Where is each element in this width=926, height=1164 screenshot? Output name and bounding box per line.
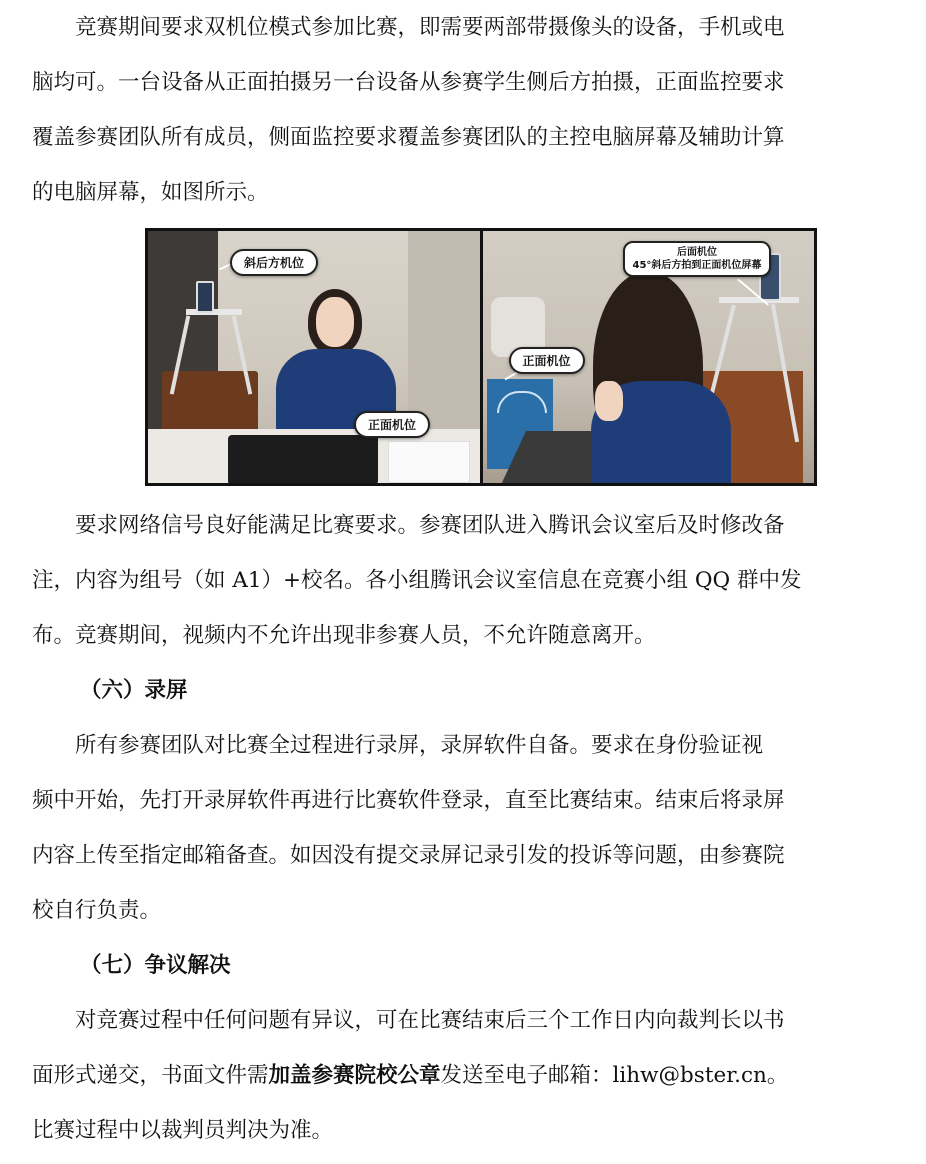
text-line: 对竞赛过程中任何问题有异议，可在比赛结束后三个工作日内向裁判长以书 — [32, 1008, 785, 1033]
text-line: 覆盖参赛团队所有成员，侧面监控要求覆盖参赛团队的主控电脑屏幕及辅助计算 — [32, 125, 785, 150]
text-line: 所有参赛团队对比赛全过程进行录屏，录屏软件自备。要求在身份验证视 — [32, 733, 764, 758]
text-line: 竞赛期间要求双机位模式参加比赛，即需要两部带摄像头的设备，手机或电 — [32, 15, 785, 40]
rear-camera-label: 斜后方机位 — [230, 249, 318, 276]
rear-camera-label — [623, 241, 772, 277]
text-line: 布。竞赛期间，视频内不允许出现非参赛人员，不允许随意离开。 — [32, 623, 656, 648]
section-heading-dispute: （七）争议解决 — [80, 953, 231, 978]
front-camera-label: 正面机位 — [509, 347, 585, 374]
text-segment: 面形式递交，书面文件需 — [32, 1063, 269, 1088]
camera-setup-figure — [145, 228, 817, 486]
text-line: 频中开始，先打开录屏软件再进行比赛软件登录，直至比赛结束。结束后将录屏 — [32, 788, 785, 813]
phone-device — [196, 281, 214, 313]
front-camera-label: 正面机位 — [354, 411, 430, 438]
intro-paragraph — [32, 0, 894, 220]
text-line: 注，内容为组号（如 A1）+校名。各小组腾讯会议室信息在竞赛小组 QQ 群中发 — [32, 568, 802, 593]
text-line: 校自行负责。 — [32, 898, 162, 923]
dispute-paragraph — [32, 993, 894, 1158]
text-line: 的电脑屏幕，如图所示。 — [32, 180, 269, 205]
person-neck — [595, 381, 623, 421]
paper — [388, 441, 470, 483]
rear-view-photo — [483, 231, 815, 483]
rear-camera-label-line2: 45°斜后方拍到正面机位屏幕 — [632, 260, 762, 271]
rear-camera-label-line1: 后面机位 — [676, 247, 717, 258]
email-text: 发送至电子邮箱：lihw@bster.cn。 — [440, 1063, 789, 1088]
network-paragraph — [32, 498, 894, 663]
laptop — [228, 435, 378, 483]
person-face — [316, 297, 354, 347]
text-line: 比赛过程中以裁判员判决为准。 — [32, 1118, 334, 1143]
text-line: 脑均可。一台设备从正面拍摄另一台设备从参赛学生侧后方拍摄，正面监控要求 — [32, 70, 785, 95]
section-heading-recording: （六）录屏 — [80, 678, 188, 703]
phone-stand-bar — [186, 309, 242, 315]
recording-paragraph — [32, 718, 894, 938]
text-line: 内容上传至指定邮箱备查。如因没有提交录屏记录引发的投诉等问题，由参赛院 — [32, 843, 785, 868]
front-view-photo — [148, 231, 480, 483]
wall-panel — [408, 231, 480, 431]
text-line: 要求网络信号良好能满足比赛要求。参赛团队进入腾讯会议室后及时修改备 — [32, 513, 785, 538]
official-seal-emphasis: 加盖参赛院校公章 — [268, 1063, 441, 1088]
text-line — [32, 1048, 894, 1103]
